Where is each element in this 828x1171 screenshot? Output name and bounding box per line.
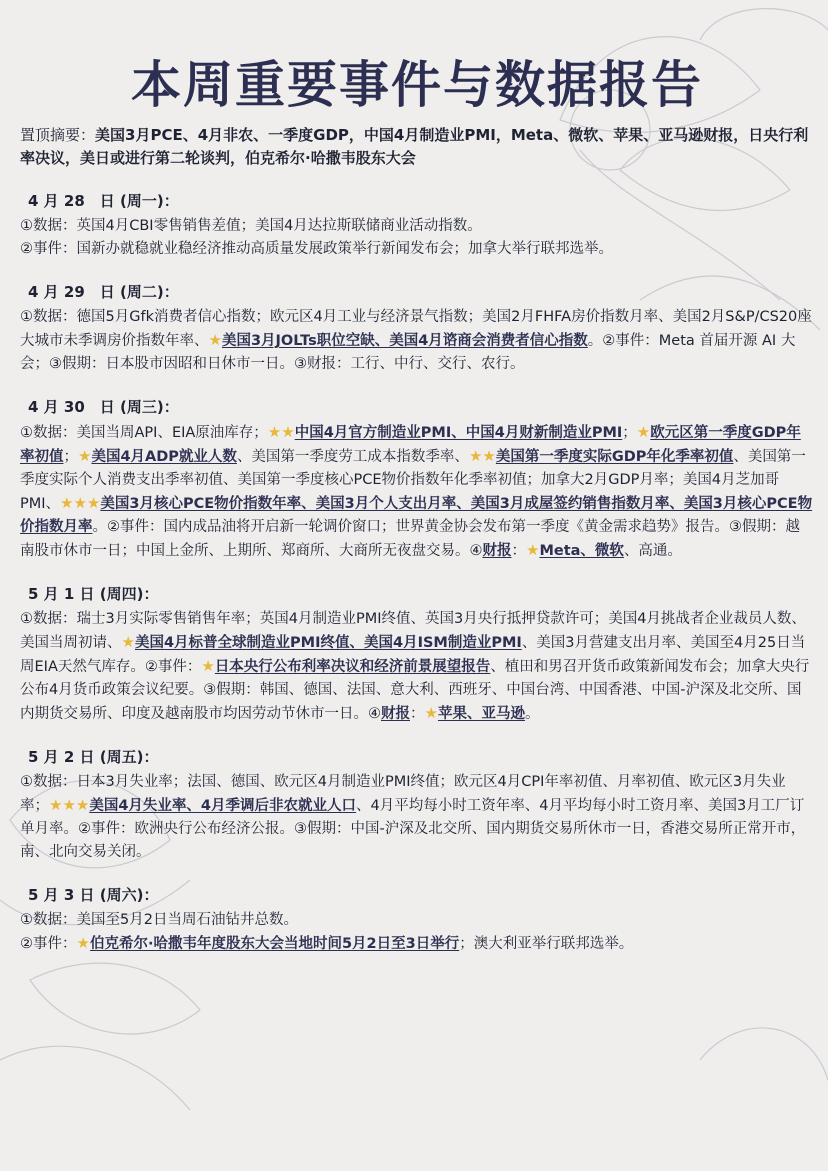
day-block [20,396,814,563]
text-segment: 、美国第一季度实际个人消费支出季率初值、美国第一季度核心PCE物价指数年化季率初值；加拿大2月GDP月率；美国4月芝加哥PMI、 [20,449,806,512]
day-date: 4 月 30 日 (周三)： [28,398,179,416]
day-block [20,884,814,956]
day-line: ①数据：美国至5月2日当周石油钻井总数。 [20,912,298,928]
day-block [20,190,814,261]
star-icon: ★ [76,934,90,952]
highlight-text: 中国4月官方制造业PMI、中国4月财新制造业PMI [294,425,623,441]
text-segment: 、4月平均每小时工资年率、4月平均每小时工资月率、美国3月工厂订单月率。②事件：欧洲央行公布经济公报。③假期：中国-沪深及北交所、国内期货交易所休市一日，香港交易所正常开市，南、北向交易关闭。 [20,798,806,860]
star-icon: ★★ [267,423,295,441]
highlight-text: 美国4月失业率、4月季调后非农就业人口 [89,798,357,814]
summary [20,124,814,170]
star-icon: ★★★ [49,796,90,814]
highlight-text: 美国3月JOLTs职位空缺、美国4月谘商会消费者信心指数 [221,333,588,349]
text-segment: ： [511,543,526,559]
highlight-text: 日本央行公布利率决议和经济前景展望报告 [214,659,491,675]
day-paragraph [20,306,814,376]
text-segment: 。②事件：国内成品油将开启新一轮调价窗口；世界黄金协会发布第一季度《黄金需求趋势》报告。③假期：越南股市休市一日；中国上金所、上期所、郑商所、大商所无夜盘交易。④ [20,519,800,559]
day-line: ②事件：国新办就稳就业稳经济推动高质量发展政策举行新闻发布会；加拿大举行联邦选举。 [20,241,613,257]
page-title: 本周重要事件与数据报告 [131,56,703,114]
day-block [20,583,814,726]
star-icon: ★★ [468,447,496,465]
day-line: ①数据：英国4月CBI零售销售差值；美国4月达拉斯联储商业活动指数。 [20,218,482,234]
day-paragraph [20,771,814,864]
text-segment: ； [63,449,78,465]
star-icon: ★ [526,541,540,559]
text-segment: 、高通。 [623,543,682,559]
summary-text: 美国3月PCE、4月非农、一季度GDP，中国4月制造业PMI，Meta、微软、苹果、亚马逊财报，日央行利率决议，美日或进行第二轮谈判，伯克希尔·哈撒韦股东大会 [20,126,809,167]
text-segment: ①数据：德国5月Gfk消费者信心指数；欧元区4月工业与经济景气指数；美国2月FHFA房价指数月率、美国2月S&P/CS20座大城市未季调房价指数年率、 [20,309,812,349]
day-paragraph [20,421,814,563]
text-segment: 、美国3月营建支出月率、美国至4月25日当周EIA天然气库存。②事件： [20,635,806,675]
highlight-text: 美国3月核心PCE物价指数年率、美国3月个人支出月率、美国3月成屋签约销售指数月率、美国3月核心PCE物价指数月率 [20,496,813,535]
highlight-text: 苹果、亚马逊 [437,706,525,722]
highlight-text: 美国第一季度实际GDP年化季率初值 [495,449,734,465]
star-icon: ★★★ [60,494,101,512]
day-paragraph [20,932,814,956]
star-icon: ★ [121,633,135,651]
day-date: 5 月 1 日 (周四)： [28,585,159,603]
day-paragraph [20,608,814,726]
text-segment: ； [622,425,637,441]
summary-label: 置顶摘要： [20,126,96,144]
highlight-text: 财报 [482,543,512,559]
star-icon: ★ [208,331,222,349]
star-icon: ★ [201,657,215,675]
highlight-text: Meta、微软 [539,543,624,559]
text-segment: 、植田和男召开货币政策新闻发布会；加拿大央行公布4月货币政策会议纪要。③假期：韩国、德国、法国、意大利、西班牙、中国台湾、中国香港、中国-沪深及北交所、国内期货交易所、印度及越南股市均因劳动节休市一日。④ [20,659,810,722]
text-segment: ①数据：日本3月失业率；法国、德国、欧元区4月制造业PMI终值；欧元区4月CPI年率初值、月率初值、欧元区3月失业率； [20,774,786,814]
day-date: 5 月 3 日 (周六)： [28,886,159,904]
text-segment: ①数据：瑞士3月实际零售销售年率；英国4月制造业PMI终值、英国3月央行抵押贷款许可；美国4月挑战者企业裁员人数、美国当周初请、 [20,611,806,651]
star-icon: ★ [78,447,92,465]
text-segment: 。 [524,706,540,722]
highlight-text: 美国4月ADP就业人数 [91,449,237,465]
text-segment: 。②事件：Meta 首届开源 AI 大会；③假期：日本股市因昭和日休市一日。③财报：工行、中行、交行、农行。 [20,333,796,372]
day-date: 4 月 29 日 (周二)： [28,283,179,301]
text-segment: ；澳大利亚举行联邦选举。 [459,936,634,952]
star-icon: ★ [424,704,438,722]
day-date: 4 月 28 日 (周一)： [28,192,179,210]
highlight-text: 欧元区第一季度GDP年率初值 [20,425,801,465]
day-block [20,281,814,376]
highlight-text: 美国4月标普全球制造业PMI终值、美国4月ISM制造业PMI [134,635,522,651]
star-icon: ★ [636,423,651,441]
day-date: 5 月 2 日 (周五)： [28,748,159,766]
highlight-text: 伯克希尔·哈撒韦年度股东大会当地时间5月2日至3日举行 [89,936,460,952]
text-segment: ： [410,706,425,722]
day-block [20,746,814,864]
highlight-text: 财报 [381,706,410,722]
text-segment: ①数据：美国当周API、EIA原油库存； [20,425,268,441]
text-segment: ②事件： [20,936,77,952]
text-segment: 、美国第一季度劳工成本指数季率、 [236,449,469,465]
